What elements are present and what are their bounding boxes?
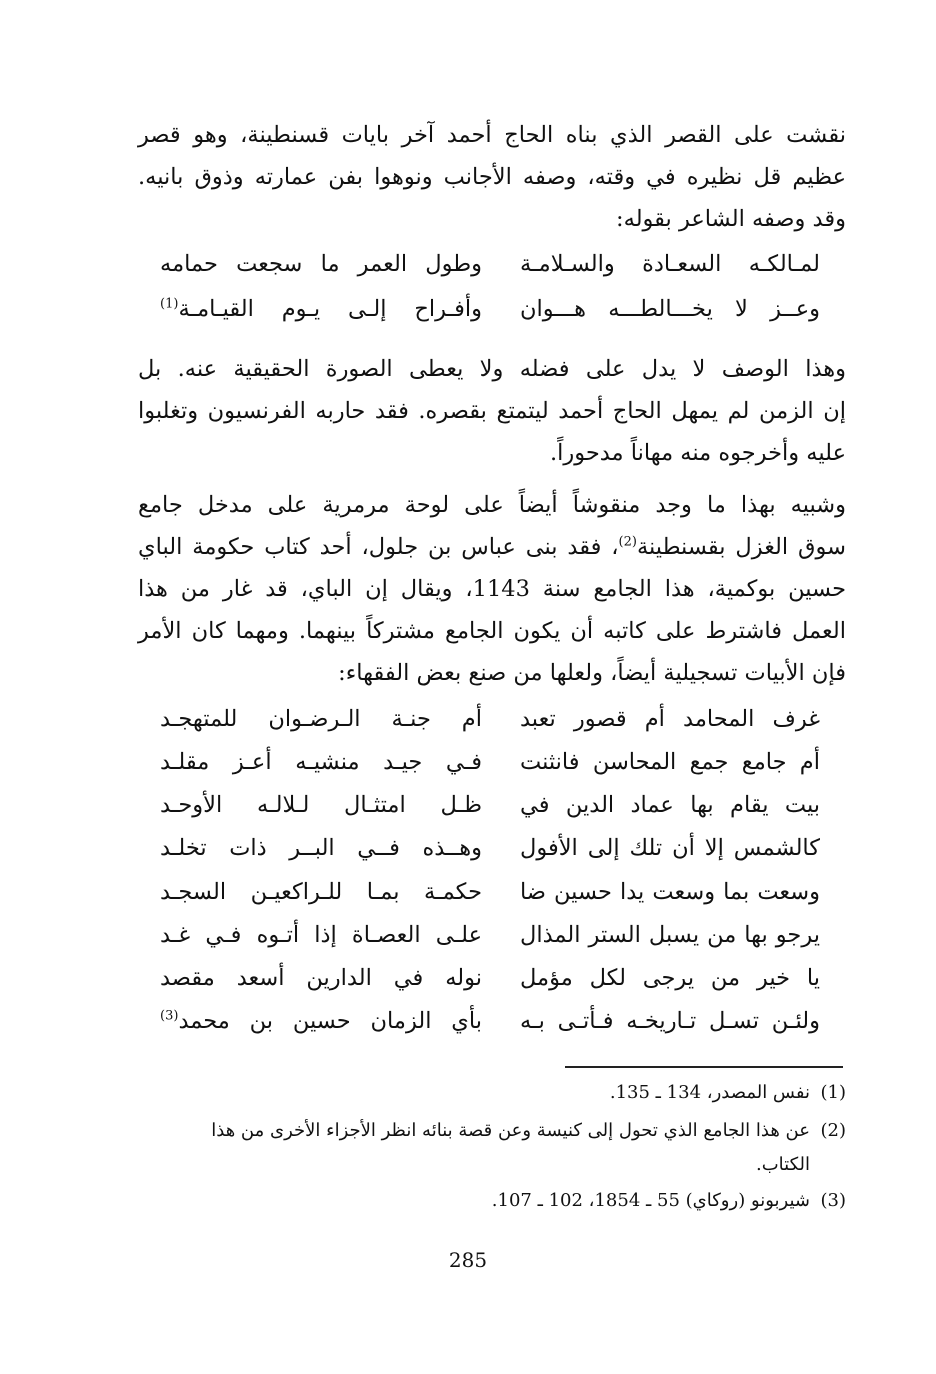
verse-second-hemistich: نوله في الدارين أسعد مقصد xyxy=(160,965,482,991)
verse-second-hemistich: علـى العصـاة إذا أتـوه فـي غـد xyxy=(160,922,482,948)
hemistich-text: وأفـراح إلـى يـوم القيـامـة xyxy=(178,296,482,322)
verse-first-hemistich: وسعت بما وسعت يدا حسين ضا xyxy=(520,879,820,905)
paragraph-mosque xyxy=(138,484,846,694)
footnote-ref: (1) xyxy=(160,296,179,312)
poem-verse xyxy=(160,288,820,330)
text-line: العمل فاشترط على كاتبه أن يكون الجامع مشتركاً بينهما. ومهما كان الأمر xyxy=(138,618,846,644)
text-segment: ، فقد بنى عباس بن جلول، أحد كتاب حكومة الباي xyxy=(138,534,619,560)
text-line: نقشت على القصر الذي بناه الحاج أحمد آخر بايات قسنطينة، وهو قصر xyxy=(138,122,846,148)
text-line: إن الزمن لم يمهل الحاج أحمد ليتمتع بقصره. فقد حاربه الفرنسيون وتغلبوا xyxy=(138,398,846,424)
text-line: وهذا الوصف لا يدل على فضله ولا يعطى الصورة الحقيقية عنه. بل xyxy=(138,356,846,382)
paragraph-description xyxy=(138,348,846,474)
verse-first-hemistich: يرجو بها من يسبل الستر المذال xyxy=(520,922,820,948)
footnote-ref: (3) xyxy=(160,1008,179,1024)
hemistich-text: بأي الزمان حسين بن محمد xyxy=(178,1008,482,1034)
verse-second-hemistich: حكمـة بمـا للـراكعيـن السجـد xyxy=(160,879,482,905)
poem-verse xyxy=(160,741,820,783)
text-line: وقد وصفه الشاعر بقوله: xyxy=(616,206,846,232)
footnote xyxy=(130,1114,846,1182)
text-line: عظيم قل نظيره في وقته، وصفه الأجانب ونوهوا بفن عمارته وذوق بانيه. xyxy=(138,164,846,190)
poem-verse xyxy=(160,784,820,826)
footnote-text: نفس المصدر، 134 ـ 135. xyxy=(609,1082,810,1103)
footnote-ref: (2) xyxy=(618,534,637,550)
footnote-number: (1) xyxy=(820,1082,846,1103)
footnote-number: (3) xyxy=(820,1190,846,1211)
text-line: حسين بوكمية، هذا الجامع سنة 1143، ويقال إن الباي، قد غار من هذا xyxy=(138,576,846,602)
verse-second-hemistich: ظـل امتثـال لـلالـه الأوحـد xyxy=(160,792,482,818)
verse-second-hemistich: أم جنـة الـرضـوان للمتهجـد xyxy=(160,706,482,732)
text-line xyxy=(138,526,846,568)
footnote-text: شيربونو (روكاي) 55 ـ 1854، 102 ـ 107. xyxy=(491,1190,810,1211)
footnote-number: (2) xyxy=(820,1120,846,1141)
poem-verse xyxy=(160,698,820,740)
verse-first-hemistich: أم جامع جمع المحاسن فانثنت xyxy=(520,749,820,775)
poem-verse xyxy=(160,827,820,869)
verse-second-hemistich: وطول العمر ما سجعت حمامه xyxy=(160,251,482,277)
footnote xyxy=(130,1184,846,1218)
text-line: وشبيه بهذا ما وجد منقوشاً أيضاً على لوحة مرمرية على مدخل جامع xyxy=(138,492,846,518)
text-segment: سوق الغزل بقسنطينة xyxy=(636,534,846,560)
verse-first-hemistich: لمـالكـه السعـادة والسـلامـة xyxy=(520,251,820,277)
verse-first-hemistich: كالشمس إلا أن تلك إلى الأفول xyxy=(520,835,820,861)
footnote-text: عن هذا الجامع الذي تحول إلى كنيسة وعن قصة بنائه انظر الأجزاء الأخرى من هذا xyxy=(211,1120,810,1141)
verse-first-hemistich: بيت يقام بها عماد الدين في xyxy=(520,792,820,818)
text-line: فإن الأبيات تسجيلية أيضاً، ولعلها من صنع بعض الفقهاء: xyxy=(338,660,846,686)
paragraph-intro xyxy=(138,114,846,240)
verse-second-hemistich xyxy=(160,1000,482,1042)
footnote-continuation: الكتاب. xyxy=(755,1154,810,1175)
poem-verse xyxy=(160,243,820,285)
verse-second-hemistich: فـي جيـد منشيـه أعـز مقلـد xyxy=(160,749,482,775)
page-number: 285 xyxy=(448,1248,488,1272)
verse-first-hemistich: غرف المحامد أم قصور تعبد xyxy=(520,706,820,732)
footnote-separator xyxy=(565,1066,843,1068)
verse-first-hemistich: يا خير من يرجى لكل مؤمل xyxy=(520,965,820,991)
verse-second-hemistich xyxy=(160,288,482,330)
poem-verse xyxy=(160,871,820,913)
poem-verse xyxy=(160,914,820,956)
verse-first-hemistich: وعــز لا يخـــالطـــه هـــوان xyxy=(520,296,820,322)
poem-verse xyxy=(160,1000,820,1042)
verse-first-hemistich: ولئـن تسـل تـاريخـه فـأتـى بـه xyxy=(520,1008,820,1034)
footnote xyxy=(130,1076,846,1110)
text-line: عليه وأخرجوه منه مهاناً مدحوراً. xyxy=(549,440,846,466)
poem-verse xyxy=(160,957,820,999)
verse-second-hemistich: وهــذه فــي البــر ذات تخلـد xyxy=(160,835,482,861)
